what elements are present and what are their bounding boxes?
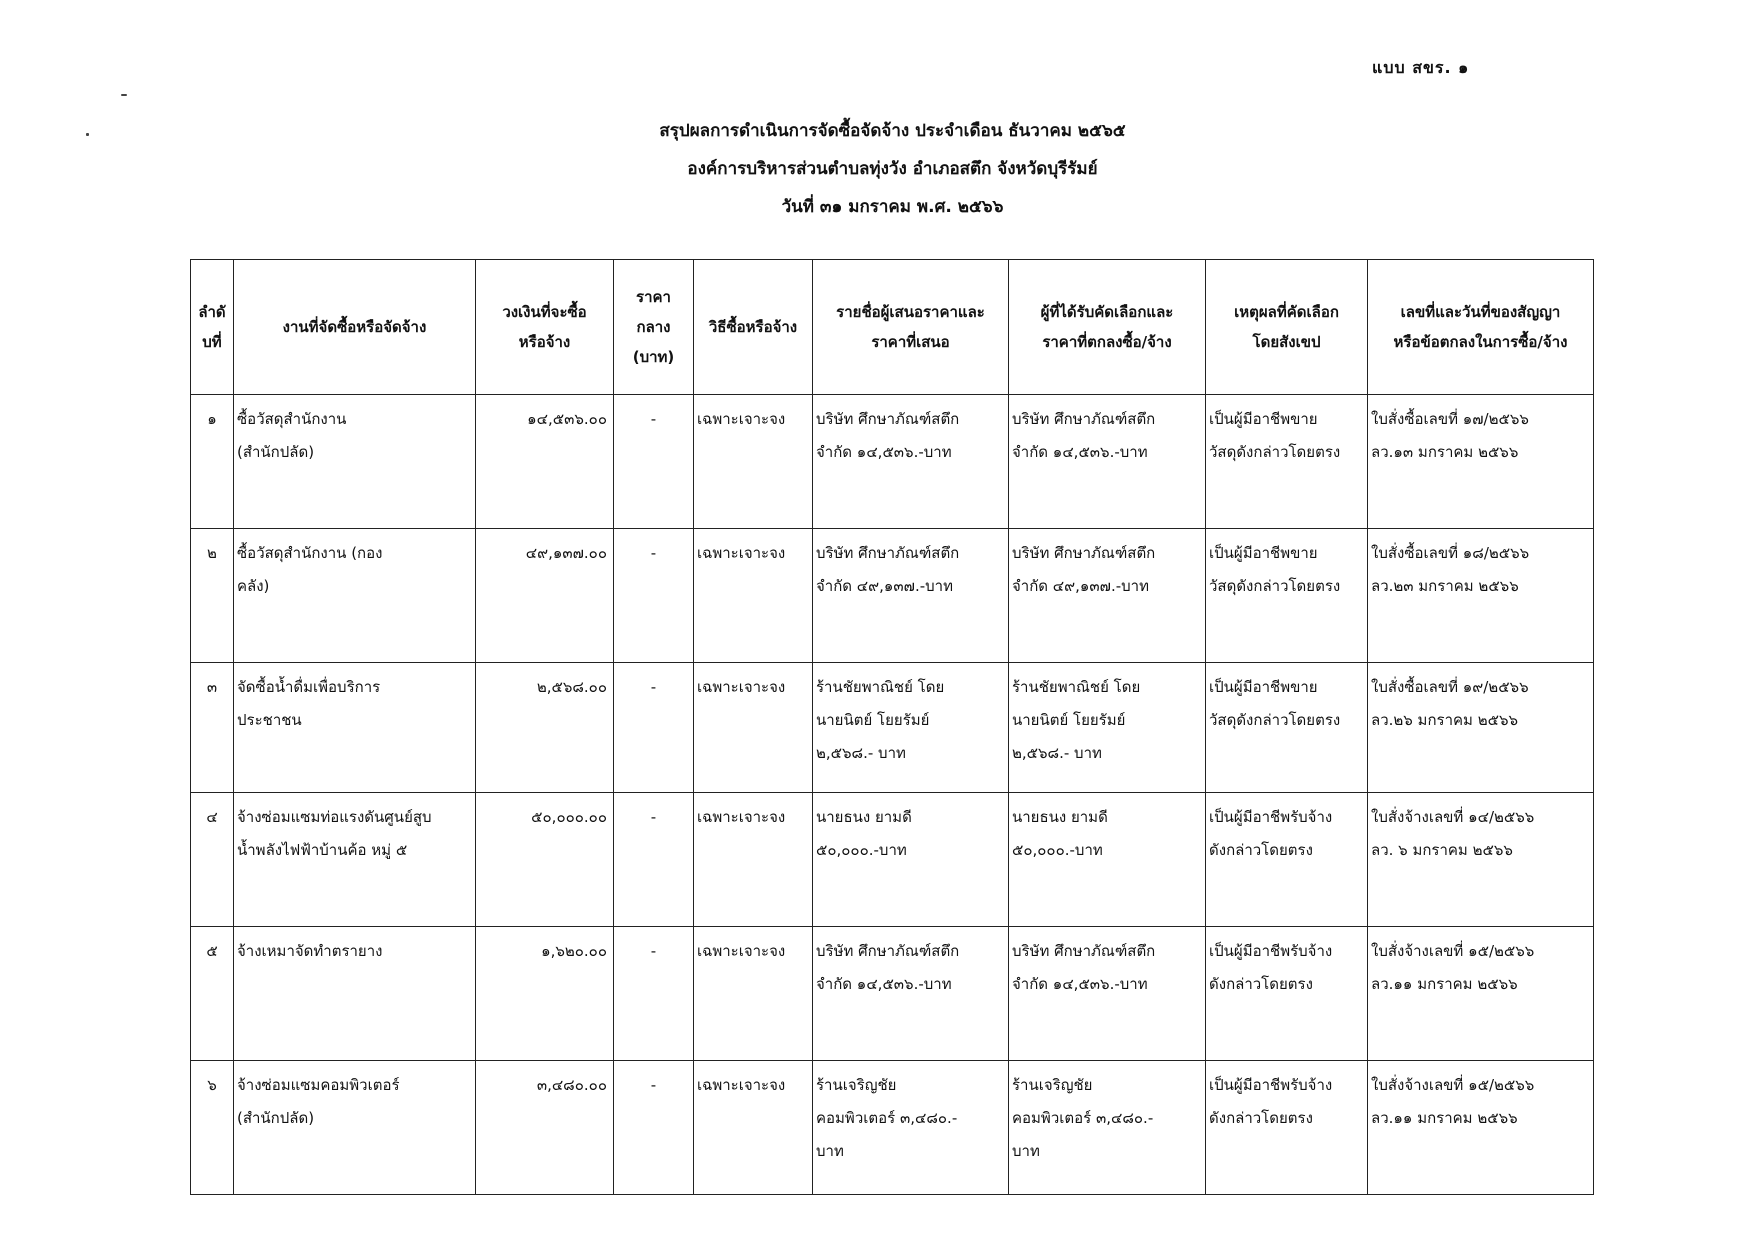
col-header-median-price: ราคา กลาง (บาท) bbox=[614, 260, 694, 395]
cell-bidders: บริษัท ศึกษาภัณฑ์สตึก จำกัด ๔๙,๑๓๗.-บาท bbox=[813, 529, 1009, 663]
cell-selected: นายธนง ยามดี ๕๐,๐๐๐.-บาท bbox=[1009, 793, 1206, 927]
cell-contract: ใบสั่งซื้อเลขที่ ๑๘/๒๕๖๖ ลว.๒๓ มกราคม ๒๕๖๖ bbox=[1368, 529, 1594, 663]
cell-contract: ใบสั่งจ้างเลขที่ ๑๕/๒๕๖๖ ลว.๑๑ มกราคม ๒๕๖๖ bbox=[1368, 927, 1594, 1061]
cell-selected: ร้านชัยพาณิชย์ โดย นายนิตย์ โยยรัมย์ ๒,๕๖๘.- บาท bbox=[1009, 663, 1206, 793]
procurement-table bbox=[190, 259, 1594, 1195]
cell-item: ซื้อวัสดุสำนักงาน (สำนักปลัด) bbox=[234, 395, 476, 529]
col-header-budget: วงเงินที่จะซื้อ หรือจ้าง bbox=[476, 260, 614, 395]
cell-budget: ๑,๖๒๐.๐๐ bbox=[476, 927, 614, 1061]
table-row bbox=[191, 395, 1594, 529]
document-date: วันที่ ๓๑ มกราคม พ.ศ. ๒๕๖๖ bbox=[781, 197, 1004, 217]
cell-selected: บริษัท ศึกษาภัณฑ์สตึก จำกัด ๔๙,๑๓๗.-บาท bbox=[1009, 529, 1206, 663]
cell-median-price: - bbox=[614, 793, 694, 927]
cell-median-price: - bbox=[614, 529, 694, 663]
cell-method: เฉพาะเจาะจง bbox=[694, 927, 813, 1061]
cell-no: ๒ bbox=[191, 529, 234, 663]
col-header-item: งานที่จัดซื้อหรือจัดจ้าง bbox=[234, 260, 476, 395]
cell-reason: เป็นผู้มีอาชีพขาย วัสดุดังกล่าวโดยตรง bbox=[1206, 395, 1368, 529]
cell-item: จ้างเหมาจัดทำตรายาง bbox=[234, 927, 476, 1061]
cell-bidders: ร้านชัยพาณิชย์ โดย นายนิตย์ โยยรัมย์ ๒,๕๖๘.- บาท bbox=[813, 663, 1009, 793]
scan-speck bbox=[121, 94, 127, 96]
table-row bbox=[191, 1061, 1594, 1195]
table-header-row bbox=[191, 260, 1594, 395]
cell-reason: เป็นผู้มีอาชีพขาย วัสดุดังกล่าวโดยตรง bbox=[1206, 529, 1368, 663]
organization-name: องค์การบริหารส่วนตำบลทุ่งวัง อำเภอสตึก จังหวัดบุรีรัมย์ bbox=[687, 159, 1098, 179]
table-row bbox=[191, 793, 1594, 927]
cell-budget: ๒,๕๖๘.๐๐ bbox=[476, 663, 614, 793]
cell-method: เฉพาะเจาะจง bbox=[694, 663, 813, 793]
cell-selected: บริษัท ศึกษาภัณฑ์สตึก จำกัด ๑๔,๕๓๖.-บาท bbox=[1009, 395, 1206, 529]
col-header-method: วิธีซื้อหรือจ้าง bbox=[694, 260, 813, 395]
cell-no: ๕ bbox=[191, 927, 234, 1061]
cell-bidders: ร้านเจริญชัย คอมพิวเตอร์ ๓,๔๘๐.- บาท bbox=[813, 1061, 1009, 1195]
cell-item: ซื้อวัสดุสำนักงาน (กอง คลัง) bbox=[234, 529, 476, 663]
document-title: สรุปผลการดำเนินการจัดซื้อจัดจ้าง ประจำเดือน ธันวาคม ๒๕๖๕ bbox=[659, 121, 1126, 141]
cell-budget: ๑๔,๕๓๖.๐๐ bbox=[476, 395, 614, 529]
cell-reason: เป็นผู้มีอาชีพขาย วัสดุดังกล่าวโดยตรง bbox=[1206, 663, 1368, 793]
cell-budget: ๓,๔๘๐.๐๐ bbox=[476, 1061, 614, 1195]
cell-contract: ใบสั่งซื้อเลขที่ ๑๗/๒๕๖๖ ลว.๑๓ มกราคม ๒๕๖๖ bbox=[1368, 395, 1594, 529]
cell-contract: ใบสั่งจ้างเลขที่ ๑๕/๒๕๖๖ ลว.๑๑ มกราคม ๒๕๖๖ bbox=[1368, 1061, 1594, 1195]
table-row bbox=[191, 663, 1594, 793]
cell-median-price: - bbox=[614, 395, 694, 529]
cell-budget: ๔๙,๑๓๗.๐๐ bbox=[476, 529, 614, 663]
col-header-contract: เลขที่และวันที่ของสัญญา หรือข้อตกลงในการซื้อ/จ้าง bbox=[1368, 260, 1594, 395]
cell-method: เฉพาะเจาะจง bbox=[694, 529, 813, 663]
col-header-no: ลำดั บที่ bbox=[191, 260, 234, 395]
cell-method: เฉพาะเจาะจง bbox=[694, 395, 813, 529]
cell-bidders: บริษัท ศึกษาภัณฑ์สตึก จำกัด ๑๔,๕๓๖.-บาท bbox=[813, 927, 1009, 1061]
cell-budget: ๕๐,๐๐๐.๐๐ bbox=[476, 793, 614, 927]
cell-reason: เป็นผู้มีอาชีพรับจ้าง ดังกล่าวโดยตรง bbox=[1206, 927, 1368, 1061]
cell-selected: ร้านเจริญชัย คอมพิวเตอร์ ๓,๔๘๐.- บาท bbox=[1009, 1061, 1206, 1195]
form-code: แบบ สขร. ๑ bbox=[1372, 58, 1470, 77]
cell-median-price: - bbox=[614, 1061, 694, 1195]
cell-median-price: - bbox=[614, 663, 694, 793]
cell-method: เฉพาะเจาะจง bbox=[694, 793, 813, 927]
table-row bbox=[191, 529, 1594, 663]
cell-contract: ใบสั่งจ้างเลขที่ ๑๔/๒๕๖๖ ลว. ๖ มกราคม ๒๕๖๖ bbox=[1368, 793, 1594, 927]
cell-median-price: - bbox=[614, 927, 694, 1061]
cell-contract: ใบสั่งซื้อเลขที่ ๑๙/๒๕๖๖ ลว.๒๖ มกราคม ๒๕๖๖ bbox=[1368, 663, 1594, 793]
document-header bbox=[0, 112, 1755, 226]
cell-reason: เป็นผู้มีอาชีพรับจ้าง ดังกล่าวโดยตรง bbox=[1206, 1061, 1368, 1195]
col-header-reason: เหตุผลที่คัดเลือก โดยสังเขป bbox=[1206, 260, 1368, 395]
cell-method: เฉพาะเจาะจง bbox=[694, 1061, 813, 1195]
cell-selected: บริษัท ศึกษาภัณฑ์สตึก จำกัด ๑๔,๕๓๖.-บาท bbox=[1009, 927, 1206, 1061]
cell-no: ๔ bbox=[191, 793, 234, 927]
cell-bidders: นายธนง ยามดี ๕๐,๐๐๐.-บาท bbox=[813, 793, 1009, 927]
cell-bidders: บริษัท ศึกษาภัณฑ์สตึก จำกัด ๑๔,๕๓๖.-บาท bbox=[813, 395, 1009, 529]
cell-item: จัดซื้อน้ำดื่มเพื่อบริการ ประชาชน bbox=[234, 663, 476, 793]
cell-no: ๖ bbox=[191, 1061, 234, 1195]
cell-no: ๓ bbox=[191, 663, 234, 793]
col-header-bidders: รายชื่อผู้เสนอราคาและ ราคาที่เสนอ bbox=[813, 260, 1009, 395]
cell-no: ๑ bbox=[191, 395, 234, 529]
cell-reason: เป็นผู้มีอาชีพรับจ้าง ดังกล่าวโดยตรง bbox=[1206, 793, 1368, 927]
cell-item: จ้างซ่อมแซมคอมพิวเตอร์ (สำนักปลัด) bbox=[234, 1061, 476, 1195]
cell-item: จ้างซ่อมแซมท่อแรงดันศูนย์สูบ น้ำพลังไฟฟ้าบ้านค้อ หมู่ ๕ bbox=[234, 793, 476, 927]
col-header-selected: ผู้ที่ได้รับคัดเลือกและ ราคาที่ตกลงซื้อ/จ้าง bbox=[1009, 260, 1206, 395]
table-row bbox=[191, 927, 1594, 1061]
